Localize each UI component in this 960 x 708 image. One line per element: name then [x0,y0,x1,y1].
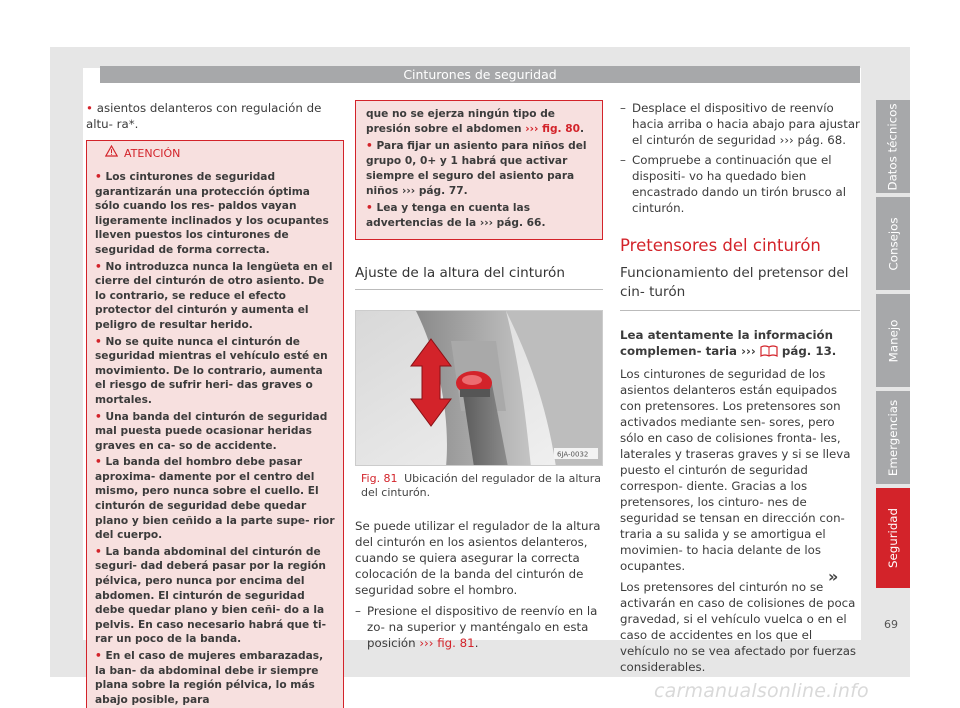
body-paragraph: Los pretensores del cinturón no se activarán en caso de colisiones de poca gravedad, si el vehículo vuelca o en el caso de accidentes en los que el vehículo no se vea afectado por fuerzas considerables. [620,580,857,674]
bullet-icon: • [86,101,93,115]
warning-continued-text: que no se ejerza ningún tipo de presión sobre el abdomen ››› fig. 80. [366,108,585,135]
page-number: 69 [884,618,898,631]
warning-item: • Los cinturones de seguridad garantizarán una protección óptima sólo cuando los res- paldos vayan ligeramente inclinados y los ocupantes lleven puestos los cinturones de seguridad de forma correcta. [95,171,329,256]
warning-item: • La banda del hombro debe pasar aproxima- damente por el centro del mismo, pero nunca sobre el cuello. El cinturón de seguridad debe quedar plano y bien ceñido a la parte supe- rior del cuerpo. [95,456,335,542]
warning-box [86,140,344,708]
page-link[interactable]: pág. 66 [496,217,542,229]
tab-manejo[interactable]: Manejo [876,294,910,387]
section-heading: Ajuste de la altura del cinturón [355,265,603,290]
continued-marker: » [828,567,839,586]
page-link[interactable]: pág. 68 [797,133,843,147]
warning-box-continued [355,100,603,240]
intro-paragraph: • asientos delanteros con regulación de altu- ra*. [86,101,322,131]
figure-label: Fig. 81 [361,472,398,485]
tab-datos-tecnicos[interactable]: Datos técnicos [876,100,910,193]
warning-triangle-icon [105,145,118,162]
step-item: – Compruebe a continuación que el dispositi- vo ha quedado bien encastrado dando un tirón brusco al cinturón. [620,153,846,215]
tab-emergencias[interactable]: Emergencias [876,391,910,484]
column-left [86,100,344,708]
body-paragraph: Se puede utilizar el regulador de la altura del cinturón en los asientos delanteros, cuando se quiera asegurar la correcta colocación de la banda del cinturón de seguridad sobre el hombro. [355,519,601,597]
warning-body [87,166,343,708]
figure-link[interactable]: fig. 81 [437,636,475,650]
page-link[interactable]: pág. 77 [418,185,464,197]
warning-item: • No se quite nunca el cinturón de seguridad mientras el vehículo esté en movimiento. De lo contrario, aumenta el riesgo de sufrir heri- das graves o mortales. [95,335,328,406]
warning-item: • Para fijar un asiento para niños del grupo 0, 0+ y 1 habrá que activar siempre el seguro del asiento para niños ››› pág. 77. [366,140,587,197]
page-link[interactable]: pág. 13 [781,344,832,358]
belt-height-figure [355,310,603,466]
figure-caption: Fig. 81 Ubicación del regulador de la altura del cinturón. [361,472,601,499]
warning-item: • No introduzca nunca la lengüeta en el cierre del cinturón de otro asiento. De lo contrario, se reduce el efecto protector del cinturón y aumenta el peligro de resultar herido. [95,260,333,331]
watermark-text: carmanualsonline.info [654,680,869,702]
warning-header [87,141,343,166]
tab-seguridad[interactable]: Seguridad [876,488,910,588]
section-heading-pretensors: Pretensores del cinturón [620,236,821,255]
belt-adjuster-illustration [356,311,603,466]
lead-paragraph: Lea atentamente la información complemen- taria ››› pág. 13. [620,327,860,361]
warning-item: • Una banda del cinturón de seguridad mal puesta puede ocasionar heridas graves en ca- so de accidente. [95,410,328,452]
tab-consejos[interactable]: Consejos [876,197,910,290]
warning-item: • Lea y tenga en cuenta las advertencias de la ››› pág. 66. [366,202,546,229]
column-right [620,100,860,680]
book-icon [760,345,778,361]
warning-item: • En el caso de mujeres embarazadas, la ban- da abdominal debe ir siempre plana sobre la región pélvica, lo más abajo posible, para [95,650,324,706]
step-item: – Presione el dispositivo de reenvío en la zo- na superior y manténgalo en esta posición ››› fig. 81. [355,604,598,650]
step-item: – Desplace el dispositivo de reenvío hacia arriba o hacia abajo para ajustar el cinturón de seguridad ››› pág. 68. [620,101,860,147]
subsection-heading: Funcionamiento del pretensor del cin- turón [620,264,860,311]
figure-link[interactable]: fig. 80 [542,123,580,135]
warning-title: ATENCIÓN [124,146,181,160]
figure-code: 6JA-0032 [557,450,589,459]
warning-item: • La banda abdominal del cinturón de seguri- dad deberá pasar por la región pélvica, pero nunca por encima del abdomen. El cinturón de seguridad debe quedar plano y bien ceñi- do a la pelvis. En caso necesario habrá que ti- rar un poco de la banda. [95,545,327,646]
column-middle [355,100,603,655]
page-header: Cinturones de seguridad [100,66,860,83]
body-paragraph: Los cinturones de seguridad de los asientos delanteros están equipados con pretensores. Los pretensores son activados mediante sen- sores, pero sólo en caso de colisiones fronta- les, laterales y traseras graves y si se lleva puesto el cinturón de seguridad correspon- diente. Gracias a los pretensores, los cinturo- nes de seguridad se tensan en dirección con- traria a su salida y se amortigua el movimien- to hacia delante de los ocupantes. [620,367,851,573]
ref-marker: ››› [525,123,539,135]
